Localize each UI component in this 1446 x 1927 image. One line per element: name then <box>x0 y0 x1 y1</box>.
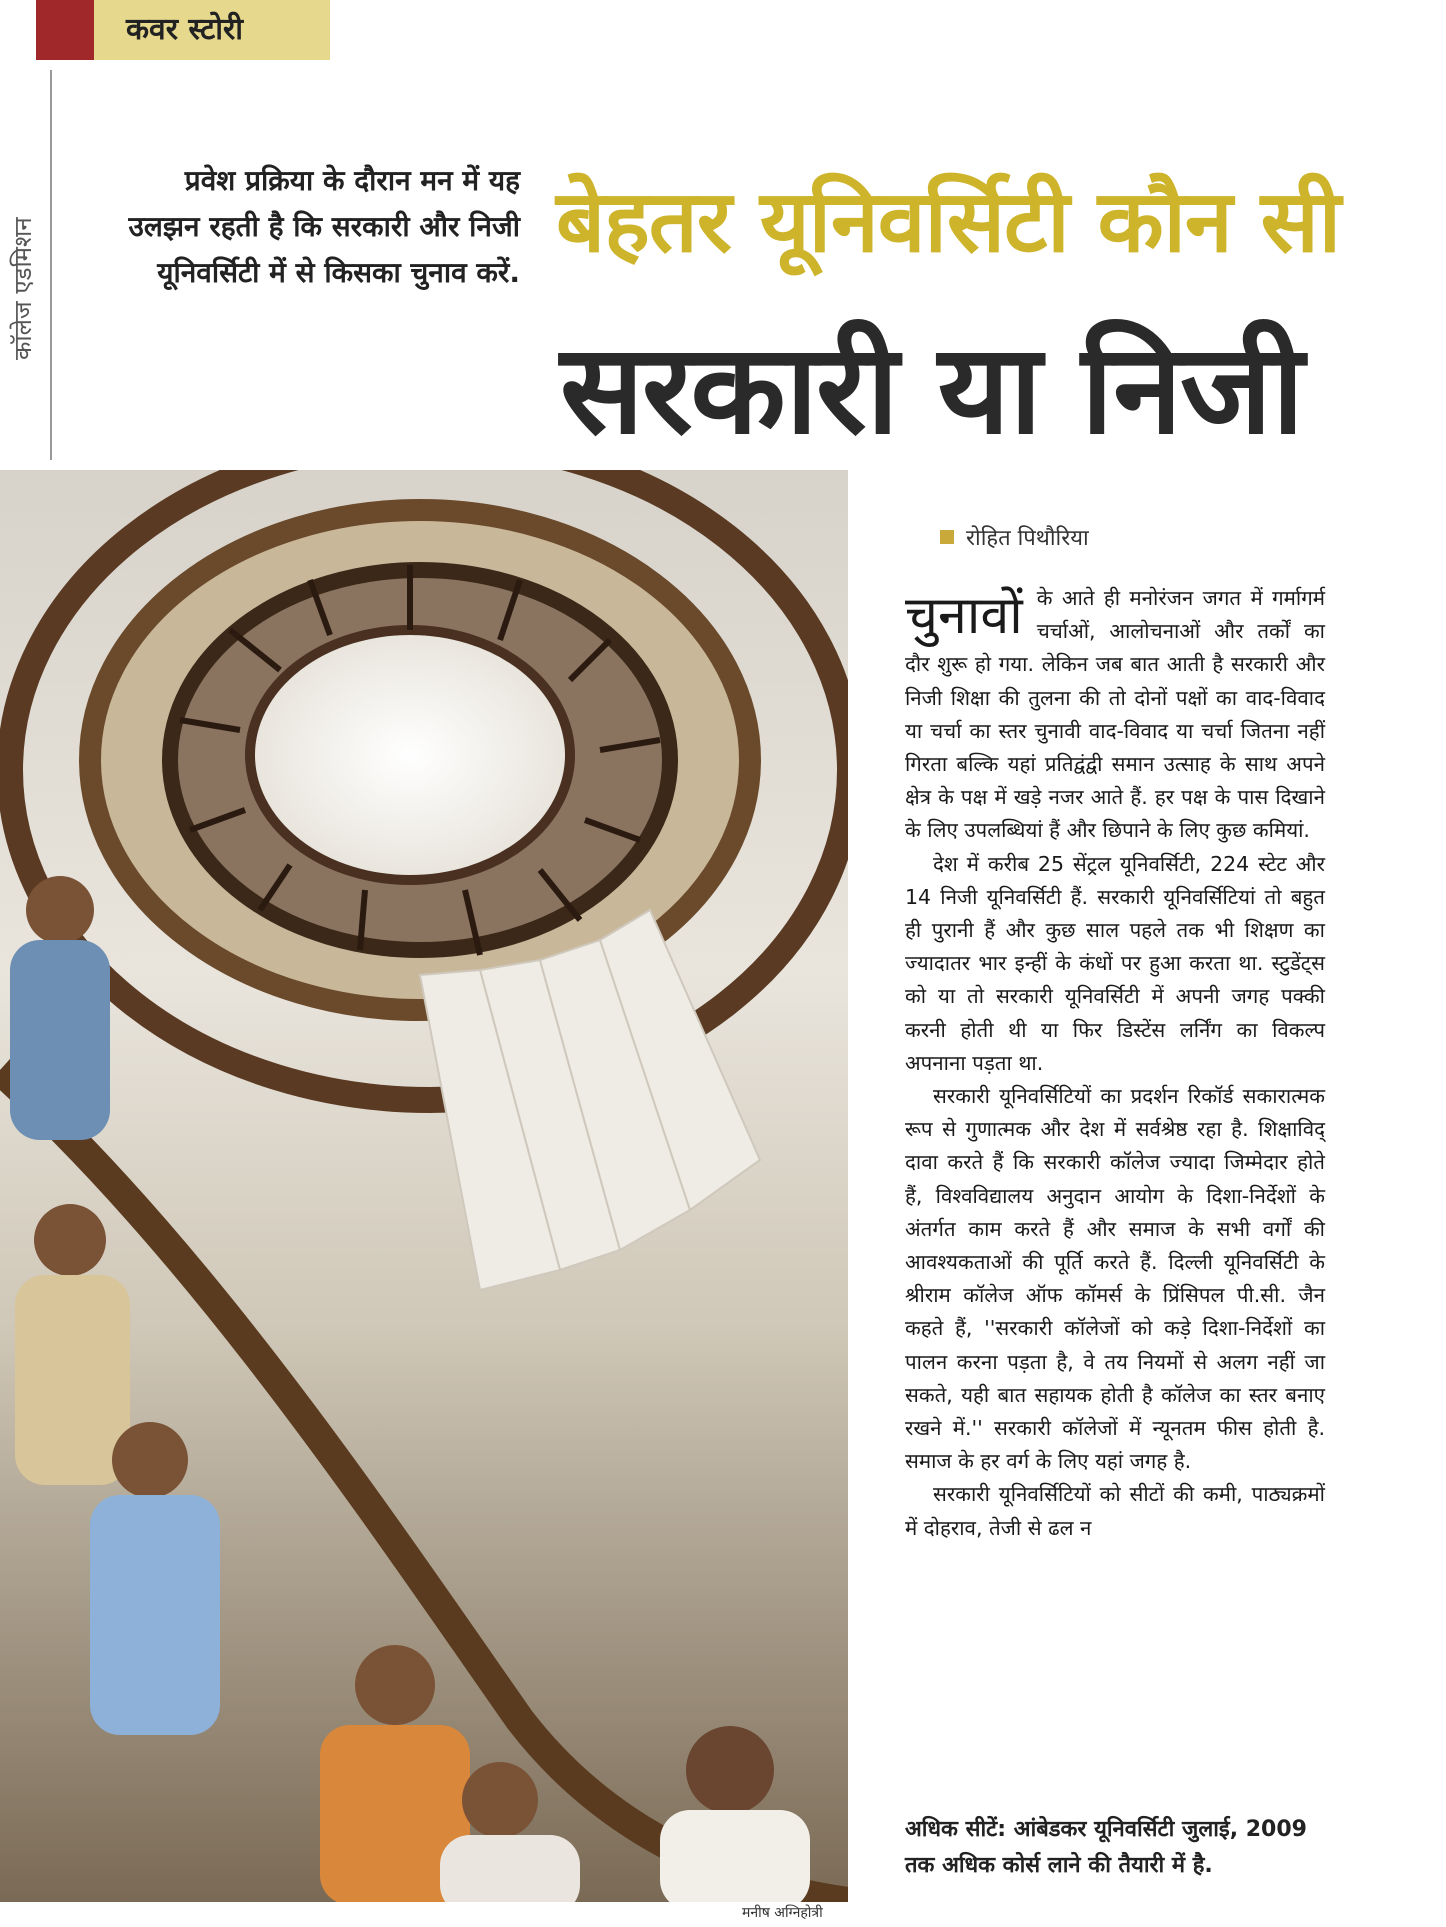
headline-line-1: बेहतर यूनिवर्सिटी कौन सी <box>556 172 1340 272</box>
article-deck: प्रवेश प्रक्रिया के दौरान मन में यह उलझन रहती है कि सरकारी और निजी यूनिवर्सिटी में से किसका चुनाव करें. <box>128 164 520 289</box>
section-vertical-label: कॉलेज एडमिशन <box>9 217 37 360</box>
article-paragraph-2: देश में करीब 25 सेंट्रल यूनिवर्सिटी, 224 स्टेट और 14 निजी यूनिवर्सिटी हैं. सरकारी यूनिवर्सिटियां तो बहुत ही पुरानी हैं और कुछ साल पहले तक भी शिक्षण का ज्यादातर भार इन्हीं के कंधों पर हुआ करता था. स्टुडेंट्स को या तो सरकारी यूनिवर्सिटी में अपनी जगह पक्की करनी होती थी या फिर डिस्टेंस लर्निंग का विकल्प अपनाना पड़ता था. <box>905 851 1325 1075</box>
margin-rule <box>50 70 52 460</box>
skylight-opening <box>250 630 570 880</box>
byline <box>940 522 1089 552</box>
article-paragraph-4: सरकारी यूनिवर्सिटियों को सीटों की कमी, पाठ्यक्रमों में दोहराव, तेजी से ढल न <box>905 1482 1325 1540</box>
spiral-staircase-illustration <box>0 470 848 1902</box>
article-paragraph-1 <box>905 582 1325 848</box>
drop-word: चुनावों <box>905 586 1023 646</box>
photo-credit: मनीष अग्निहोत्री <box>742 1905 823 1921</box>
byline-square-icon <box>940 530 954 544</box>
photo-caption-callout: अधिक सीटें: आंबेडकर यूनिवर्सिटी जुलाई, 2009 तक अधिक कोर्स लाने की तैयारी में है. <box>905 1817 1307 1878</box>
paragraph-1-text: के आते ही मनोरंजन जगत में गर्मागर्म चर्चाओं, आलोचनाओं और तर्कों का दौर शुरू हो गया. लेकिन जब बात आती है सरकारी और निजी शिक्षा की तुलना की तो दोनों पक्षों का वाद-विवाद या चर्चा का स्तर चुनावी वाद-विवाद या चर्चा जितना नहीं गिरता बल्कि यहां प्रतिद्वंद्वी समान उत्साह के साथ अपने क्षेत्र के पक्ष में खड़े नजर आते हैं. हर पक्ष के पास दिखाने के लिए उपलब्धियां हैं और छिपाने के लिए कुछ कमियां. <box>905 586 1325 843</box>
headline-line-2: सरकारी या निजी <box>560 318 1303 462</box>
article-paragraph-3: सरकारी यूनिवर्सिटियों का प्रदर्शन रिकॉर्ड सकारात्मक रूप से गुणात्मक और देश में सर्वश्रेष्ठ रहा है. शिक्षाविद् दावा करते हैं कि सरकारी कॉलेज ज्यादा जिम्मेदार होते हैं, विश्वविद्यालय अनुदान आयोग के दिशा-निर्देशों के अंतर्गत काम करते हैं और समाज के सभी वर्गों की आवश्यकताओं की पूर्ति करते हैं. दिल्ली यूनिवर्सिटी के श्रीराम कॉलेज ऑफ कॉमर्स के प्रिंसिपल पी.सी. जैन कहते हैं, ''सरकारी कॉलेजों को कड़े दिशा-निर्देशों का पालन करना पड़ता है, वे तय नियमों से अलग नहीं जा सकते, यही बात सहायक होती है कॉलेज का स्तर बनाए रखने में.'' सरकारी कॉलेजों में न्यूनतम फीस होती है. समाज के हर वर्ग के लिए यहां जगह है. <box>905 1084 1325 1474</box>
author-name: रोहित पिथौरिया <box>966 526 1089 551</box>
article-body <box>905 582 1325 1545</box>
cover-photo <box>0 470 848 1902</box>
section-tab: कवर स्टोरी <box>94 0 330 60</box>
section-tab-accent <box>36 0 94 60</box>
